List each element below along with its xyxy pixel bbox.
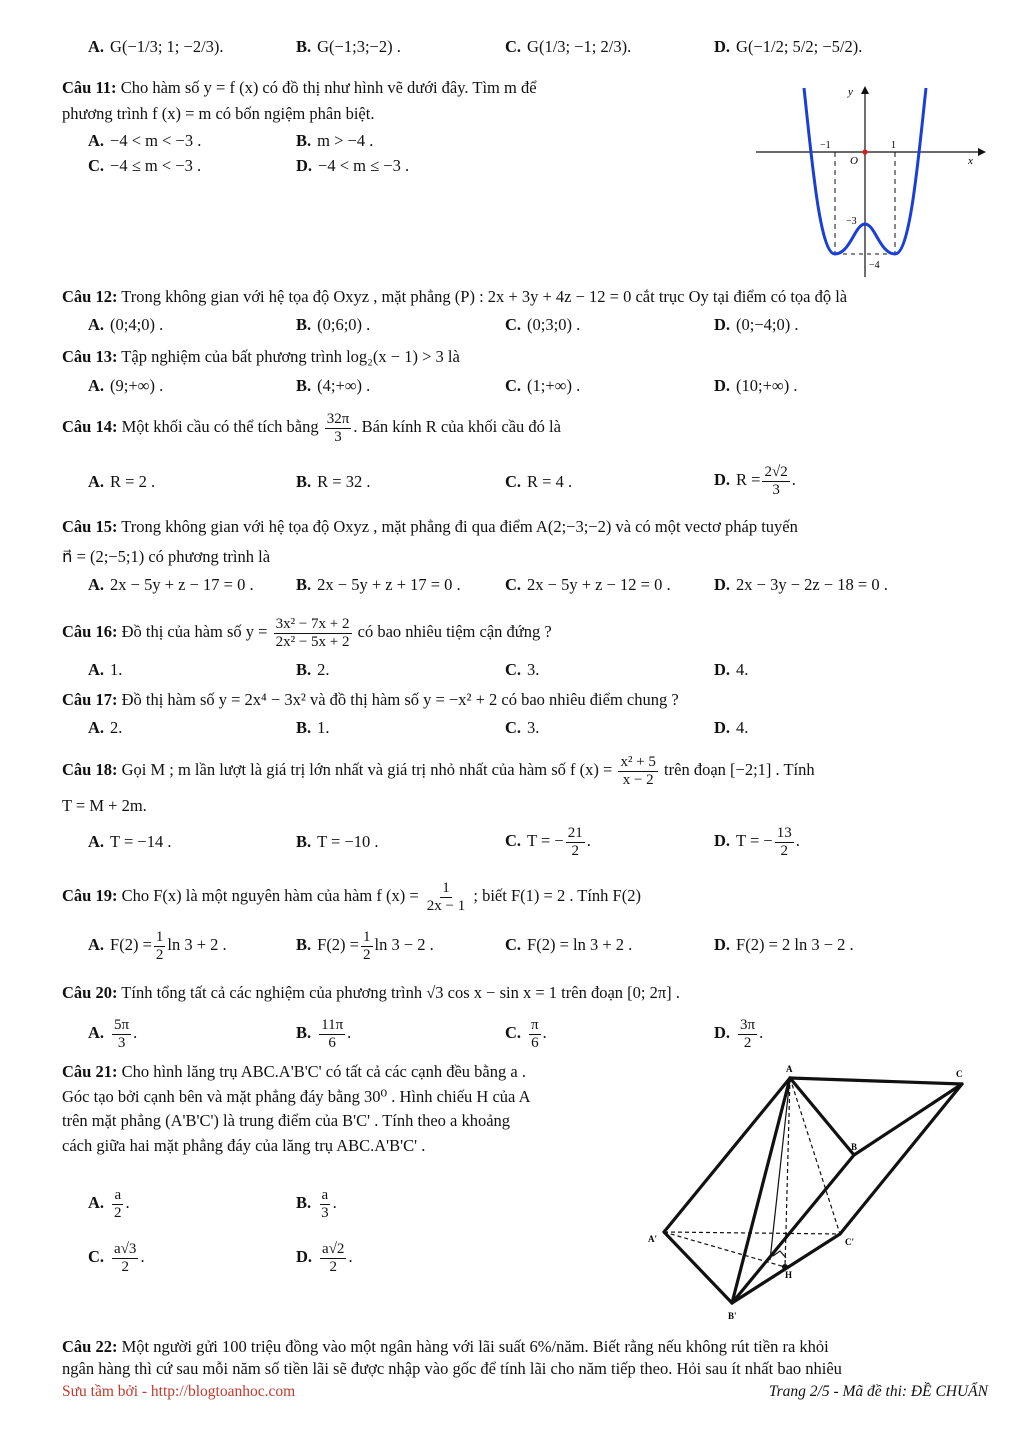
q19-option-c: C. F(2) = ln 3 + 2 . bbox=[505, 935, 633, 954]
label-C1: C' bbox=[845, 1237, 854, 1247]
q15-option-a: A. 2x − 5y + z − 17 = 0 . bbox=[88, 575, 254, 594]
q18-option-b: B. T = −10 . bbox=[296, 832, 379, 851]
q11-text-line1: Câu 11: Cho hàm số y = f (x) có đồ thị như hình vẽ dưới đây. Tìm m để bbox=[62, 78, 537, 97]
q16-option-c: C. 3. bbox=[505, 660, 540, 679]
origin-point bbox=[862, 149, 867, 154]
label-B1: B' bbox=[728, 1311, 737, 1321]
q21-text-line4: cách giữa hai mặt phẳng đáy của lăng trụ ABC.A'B'C' . bbox=[62, 1136, 426, 1155]
q21-option-c: C. $\frac{a√3}{2}$ . bbox=[88, 1240, 145, 1275]
q16-function-fraction: $\frac{\text{3x² − 7x + 2}}{\text{2x² − 5x + 2}}$ bbox=[275, 615, 350, 650]
q17-option-a: A. 2. bbox=[88, 718, 123, 737]
edge-CC1 bbox=[840, 1084, 962, 1234]
q21-text-line2: Góc tạo bởi cạnh bên và mặt phẳng đáy bằng 30⁰ . Hình chiếu H của A bbox=[62, 1087, 531, 1106]
q15-text-line1: Câu 15: Trong không gian với hệ tọa độ Oxyz , mặt phẳng đi qua điểm A(2;−3;−2) và có một vectơ pháp tuyến bbox=[62, 517, 798, 536]
q14-option-d: D. R = $\frac{2√2}{3}$ . bbox=[714, 463, 796, 498]
footer-page-info: Trang 2/5 - Mã đề thi: ĐỀ CHUẨN bbox=[768, 1383, 988, 1400]
q14-option-a: A. R = 2 . bbox=[88, 472, 156, 491]
q10-option-b: B. G(−1;3;−2) . bbox=[296, 37, 401, 56]
q11-option-b: B. m > −4 . bbox=[296, 131, 374, 150]
q13-text: Câu 13: Tập nghiệm của bất phương trình log₂(x − 1) > 3 là bbox=[62, 347, 460, 366]
label-A1: A' bbox=[648, 1234, 657, 1244]
q21-option-a: A. $\frac{a}{2}$ . bbox=[88, 1186, 130, 1221]
q15-option-d: D. 2x − 3y − 2z − 18 = 0 . bbox=[714, 575, 888, 594]
q13-option-c: C. (1;+∞) . bbox=[505, 376, 581, 395]
q21-option-d: D. $\frac{a√2}{2}$ . bbox=[296, 1240, 353, 1275]
q11-option-d: D. −4 < m ≤ −3 . bbox=[296, 156, 410, 175]
edge-AC bbox=[790, 1078, 962, 1084]
q20-option-a: A. $\frac{5\pi}{3}$ . bbox=[88, 1016, 138, 1051]
q16-option-a: A. 1. bbox=[88, 660, 123, 679]
q19-function-fraction: $\frac{1}{2x - 1}$ bbox=[426, 879, 466, 914]
q11-function-graph bbox=[750, 82, 990, 282]
q11-text-line2: phương trình f (x) = m có bốn ngiệm phân biệt. bbox=[62, 104, 375, 123]
label-C: C bbox=[956, 1069, 963, 1079]
q18-text-line2: T = M + 2m. bbox=[62, 796, 147, 815]
q20-option-b: B. $\frac{11\pi}{6}$ . bbox=[296, 1016, 352, 1051]
tick-minus-1: −1 bbox=[820, 140, 831, 151]
q17-option-b: B. 1. bbox=[296, 718, 330, 737]
tick-plus-1: 1 bbox=[891, 140, 896, 151]
q19-option-b: B. F(2) = $\frac{1}{2}$ ln 3 − 2 . bbox=[296, 928, 434, 963]
tick-minus-3: −3 bbox=[846, 216, 857, 227]
x-axis-arrow bbox=[978, 148, 986, 156]
edge-A1C1-hidden bbox=[664, 1232, 840, 1234]
label-A: A bbox=[786, 1064, 793, 1074]
q20-option-c: C. $\frac{\pi}{6}$ . bbox=[505, 1016, 547, 1051]
y-axis-arrow bbox=[861, 86, 869, 94]
edge-A1B1 bbox=[664, 1232, 732, 1303]
q10-option-c: C. G(1/3; −1; 2/3). bbox=[505, 37, 632, 56]
q18-option-c: C. T = − $\frac{21}{2}$ . bbox=[505, 824, 591, 859]
q10-option-d: D. G(−1/2; 5/2; −5/2). bbox=[714, 37, 863, 56]
q21-option-b: B. $\frac{a}{3}$ . bbox=[296, 1186, 337, 1221]
q10-option-a: A. G(−1/3; 1; −2/3). bbox=[88, 37, 224, 56]
q17-text: Câu 17: Đồ thị hàm số y = 2x⁴ − 3x² và đồ thị hàm số y = −x² + 2 có bao nhiêu điểm chung ? bbox=[62, 690, 679, 709]
q13-option-d: D. (10;+∞) . bbox=[714, 376, 798, 395]
x-label: x bbox=[968, 155, 973, 167]
label-B: B bbox=[851, 1142, 858, 1152]
label-H: H bbox=[785, 1270, 793, 1280]
q15-option-c: C. 2x − 5y + z − 12 = 0 . bbox=[505, 575, 671, 594]
q19-text: Câu 19: Cho F(x) là một nguyên hàm của hàm f (x) = $\frac{1}{2x - 1}$ ; biết F(1) = 2 . Tính F(2) bbox=[62, 879, 641, 914]
q12-option-d: D. (0;−4;0) . bbox=[714, 315, 799, 334]
q16-text: Câu 16: Đồ thị của hàm số y = $\frac{\text{3x² − 7x + 2}}{\text{2x² − 5x + 2}}$ có bao nhiêu tiệm cận đứng ? bbox=[62, 615, 552, 650]
q17-option-d: D. 4. bbox=[714, 718, 749, 737]
q14-text: Câu 14: Một khối cầu có thể tích bằng $\frac{32\pi}{3}$ . Bán kính R của khối cầu đó là bbox=[62, 410, 561, 445]
y-label: y bbox=[848, 86, 853, 98]
edge-BC bbox=[854, 1084, 962, 1155]
footer-source-link[interactable]: Sưu tầm bởi - http://blogtoanhoc.com bbox=[62, 1383, 296, 1400]
q18-option-a: A. T = −14 . bbox=[88, 832, 172, 851]
q16-option-d: D. 4. bbox=[714, 660, 749, 679]
q12-text: Câu 12: Trong không gian với hệ tọa độ Oxyz , mặt phẳng (P) : 2x + 3y + 4z − 12 = 0 cắt trục Oy tại điểm có tọa độ là bbox=[62, 287, 848, 306]
q14-volume-fraction: $\frac{32\pi}{3}$ bbox=[326, 410, 350, 445]
q19-option-d: D. F(2) = 2 ln 3 − 2 . bbox=[714, 935, 854, 954]
q13-option-a: A. (9;+∞) . bbox=[88, 376, 164, 395]
q18-text-line1: Câu 18: Gọi M ; m lần lượt là giá trị lớn nhất và giá trị nhỏ nhất của hàm số f (x) = $\frac{\text{x² + 5}}{x - 2}$ trên đoạn [−2;1] . Tính bbox=[62, 753, 815, 788]
q21-text-line3: trên mặt phẳng (A'B'C') là trung điểm của B'C' . Tính theo a khoảng bbox=[62, 1111, 511, 1130]
q21-prism-figure bbox=[640, 1060, 980, 1330]
q18-option-d: D. T = − $\frac{13}{2}$ . bbox=[714, 824, 800, 859]
q15-text-line2: n⃗ = (2;−5;1) có phương trình là bbox=[62, 547, 271, 566]
q16-option-b: B. 2. bbox=[296, 660, 330, 679]
q12-option-c: C. (0;3;0) . bbox=[505, 315, 581, 334]
q12-option-a: A. (0;4;0) . bbox=[88, 315, 164, 334]
q14-option-b: B. R = 32 . bbox=[296, 472, 371, 491]
q15-option-b: B. 2x − 5y + z + 17 = 0 . bbox=[296, 575, 461, 594]
q20-option-d: D. $\frac{3\pi}{2}$ . bbox=[714, 1016, 764, 1051]
tick-minus-4: −4 bbox=[869, 260, 880, 271]
q11-option-c: C. −4 ≤ m < −3 . bbox=[88, 156, 202, 175]
q19-option-a: A. F(2) = $\frac{1}{2}$ ln 3 + 2 . bbox=[88, 928, 227, 963]
q11-option-a: A. −4 < m < −3 . bbox=[88, 131, 202, 150]
origin-label: O bbox=[850, 155, 858, 167]
q21-text-line1: Câu 21: Cho hình lăng trụ ABC.A'B'C' có tất cả các cạnh đều bằng a . bbox=[62, 1062, 526, 1081]
q22-text-line2: ngân hàng thì cứ sau mỗi năm số tiền lãi sẽ được nhập vào gốc để tính lãi cho năm tiếp theo. Hỏi sau ít nhất bao nhiêu bbox=[62, 1359, 842, 1378]
edge-AC1-hidden bbox=[790, 1078, 840, 1234]
edge-AB bbox=[790, 1078, 854, 1155]
q13-option-b: B. (4;+∞) . bbox=[296, 376, 371, 395]
q20-text: Câu 20: Tính tổng tất cả các nghiệm của phương trình √3 cos x − sin x = 1 trên đoạn [0; 2π] . bbox=[62, 983, 680, 1002]
q17-option-c: C. 3. bbox=[505, 718, 540, 737]
q22-text-line1: Câu 22: Một người gửi 100 triệu đồng vào một ngân hàng với lãi suất 6%/năm. Biết rằng nếu không rút tiền ra khỏi bbox=[62, 1337, 829, 1356]
q12-option-b: B. (0;6;0) . bbox=[296, 315, 371, 334]
q14-option-c: C. R = 4 . bbox=[505, 472, 573, 491]
q18-function-fraction: $\frac{\text{x² + 5}}{x - 2}$ bbox=[620, 753, 656, 788]
